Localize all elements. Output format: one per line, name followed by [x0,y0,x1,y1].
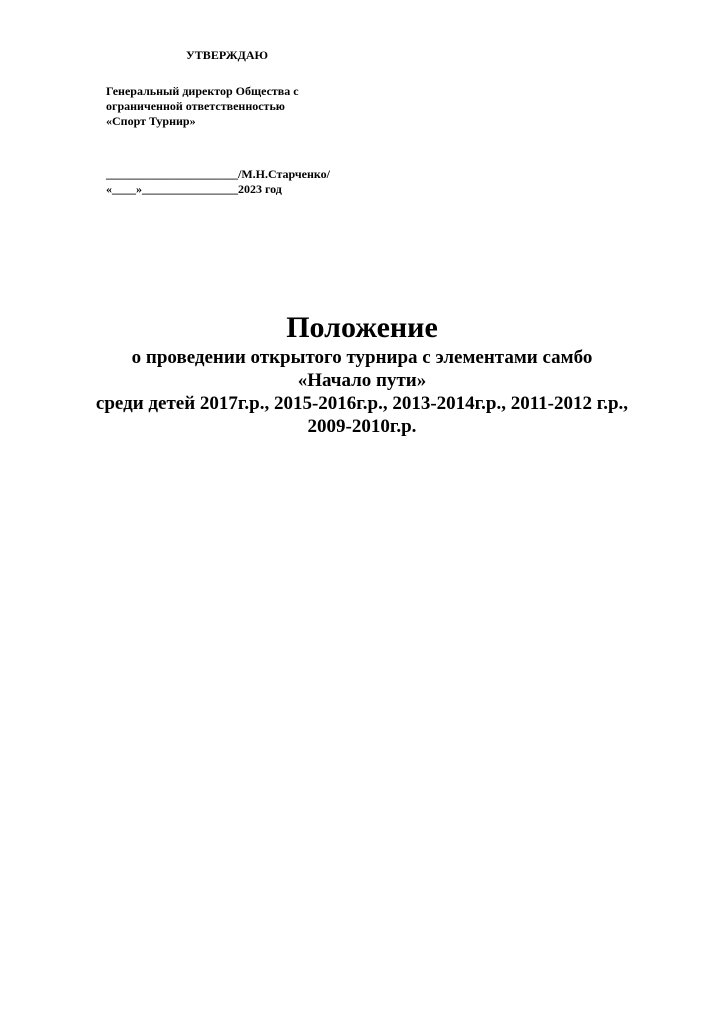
approval-block [106,48,366,197]
position-line: «Спорт Турнир» [106,114,196,128]
age-groups-line: среди детей 2017г.р., 2015-2016г.р., 2013-2014г.р., 2011-2012 г.р., [95,393,629,414]
approval-heading: УТВЕРЖДАЮ [186,48,269,62]
signature-block [106,167,366,197]
position-line: ограниченной ответственностью [106,99,285,113]
document-heading [0,310,724,438]
signature-line: ______________________/М.Н.Старченко/ [106,167,331,181]
position-line: Генеральный директор Общества с [106,84,299,98]
tournament-name: «Начало пути» [297,370,427,391]
date-line: «____»________________2023 год [106,182,282,196]
signatory-position [106,84,366,129]
age-groups-line: 2009-2010г.р. [307,416,417,437]
document-title: Положение [286,311,438,344]
document-subtitle-line: о проведении открытого турнира с элементами самбо [131,347,593,368]
